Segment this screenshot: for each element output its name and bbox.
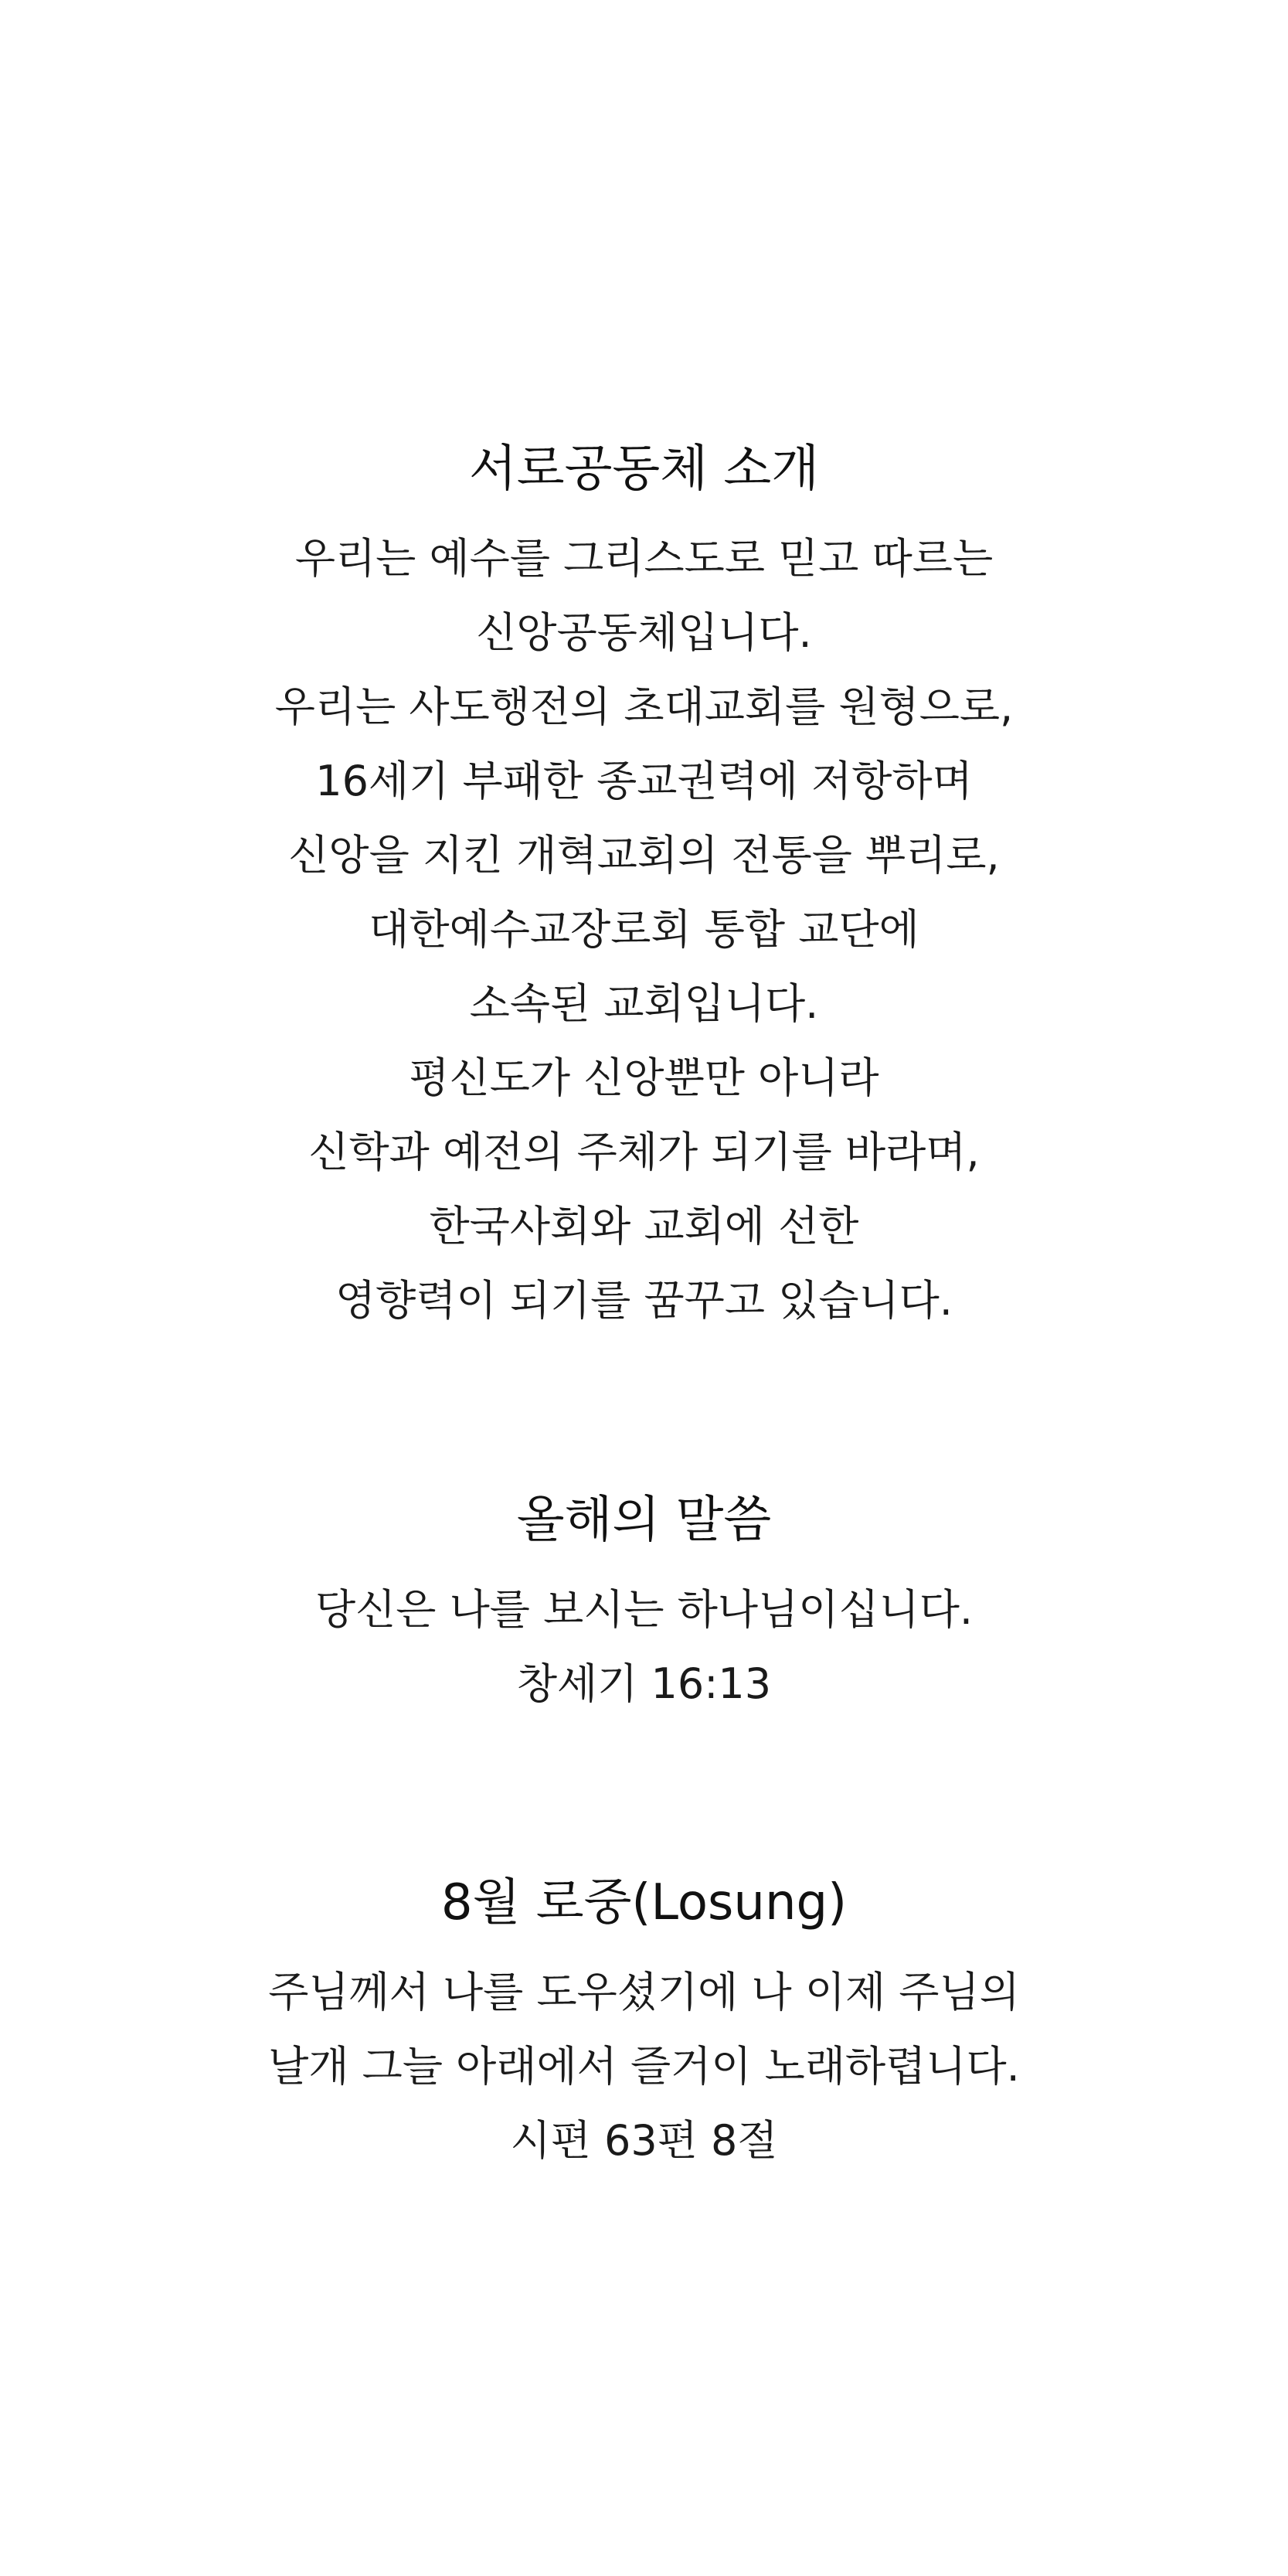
losung-reference: 시편 63편 8절	[510, 2116, 778, 2165]
verse-of-year-title: 올해의 말씀	[516, 1492, 772, 1549]
intro-line: 우리는 예수를 그리스도로 믿고 따르는	[294, 534, 994, 583]
intro-line: 대한예수교장로회 통합 교단에	[369, 905, 919, 954]
intro-line: 16세기 부패한 종교권력에 저항하며	[315, 757, 973, 805]
intro-line: 우리는 사도행전의 초대교회를 원형으로,	[274, 682, 1014, 731]
intro-line: 신앙을 지킨 개혁교회의 전통을 뿌리로,	[288, 831, 1000, 880]
intro-line: 평신도가 신앙뿐만 아니라	[409, 1053, 879, 1102]
intro-line: 영향력이 되기를 꿈꾸고 있습니다.	[335, 1276, 953, 1325]
intro-line: 소속된 교회입니다.	[469, 979, 819, 1028]
verse-of-year-text	[0, 1573, 1288, 1721]
community-intro-title: 서로공동체 소개	[468, 441, 820, 498]
intro-line: 신앙공동체입니다.	[476, 608, 812, 657]
community-intro-text	[0, 522, 1288, 1338]
verse-reference: 창세기 16:13	[516, 1659, 772, 1708]
intro-line: 한국사회와 교회에 선한	[429, 1202, 859, 1251]
intro-line: 신학과 예전의 주체가 되기를 바라며,	[308, 1128, 980, 1176]
losung-line: 날개 그늘 아래에서 즐거이 노래하렵니다.	[268, 2042, 1020, 2091]
losung-title: 8월 로중(Losung)	[440, 1874, 848, 1931]
community-intro-section	[0, 441, 1288, 1338]
losung-section	[0, 1874, 1288, 2178]
verse-of-year-section	[0, 1492, 1288, 1721]
verse-line: 당신은 나를 보시는 하나님이십니다.	[314, 1585, 974, 1634]
losung-text	[0, 1955, 1288, 2178]
losung-line: 주님께서 나를 도우셨기에 나 이제 주님의	[268, 1968, 1020, 2016]
